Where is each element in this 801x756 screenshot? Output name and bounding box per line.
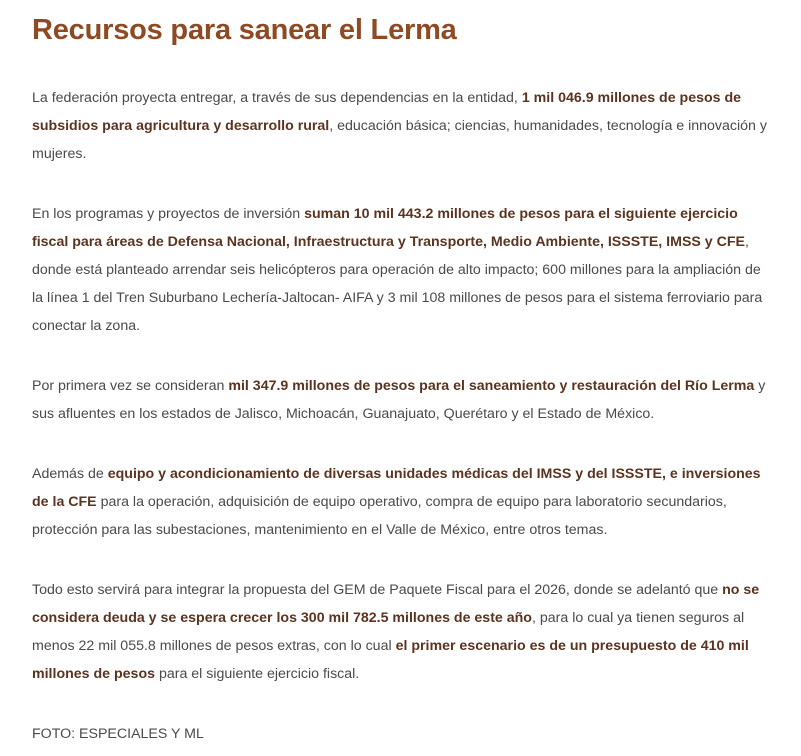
paragraph-text: En los programas y proyectos de inversión (32, 206, 305, 222)
highlight-text: no se considera deuda y se espera crecer los 300 mil 782.5 millones de este año (32, 582, 760, 626)
paragraph-text: La federación proyecta entregar, a través de sus dependencias en la entidad, (32, 90, 522, 106)
paragraph-text: , educación básica; ciencias, humanidades, tecnología e innovación y mujeres. (32, 118, 767, 162)
paragraph-text: Además de (32, 466, 108, 482)
paragraph-fiscal-package (32, 576, 772, 688)
paragraph-text: Por primera vez se consideran (32, 378, 229, 394)
highlight-text: suman 10 mil 443.2 millones de pesos para el siguiente ejercicio fiscal para áreas de Defensa Nacional, Infraestructura y Transporte, Medio Ambiente, ISSSTE, IMSS y CFE (32, 206, 746, 250)
paragraph-text: , para lo cual ya tienen seguros al menos 22 mil 055.8 millones de pesos extras, con lo cual (32, 610, 745, 654)
paragraph-lerma (32, 372, 772, 428)
photo-credit: FOTO: ESPECIALES Y ML (32, 726, 204, 742)
highlight-text: equipo y acondicionamiento de diversas unidades médicas del IMSS y del ISSSTE, e inversiones de la CFE (32, 466, 761, 510)
paragraph-medical (32, 460, 772, 544)
paragraph-text: para la operación, adquisición de equipo operativo, compra de equipo para laboratorio secundarios, protección para las subestaciones, mantenimiento en el Valle de México, entre otros temas. (32, 494, 727, 538)
highlight-text: 1 mil 046.9 millones de pesos de subsidios para agricultura y desarrollo rural (32, 90, 742, 134)
article-body (32, 0, 772, 748)
paragraph-text: Todo esto servirá para integrar la propuesta del GEM de Paquete Fiscal para el 2026, donde se adelantó que (32, 582, 723, 598)
paragraph-subsidies (32, 84, 772, 168)
highlight-text: mil 347.9 millones de pesos para el saneamiento y restauración del Río Lerma (228, 378, 755, 394)
paragraph-text: y sus afluentes en los estados de Jalisco, Michoacán, Guanajuato, Querétaro y el Estado de México. (32, 378, 766, 422)
highlight-text: el primer escenario es de un presupuesto de 410 mil millones de pesos (32, 638, 749, 682)
paragraph-investment (32, 200, 772, 340)
article-headline: Recursos para sanear el Lerma (32, 14, 457, 46)
paragraph-text: para el siguiente ejercicio fiscal. (155, 666, 360, 682)
paragraph-text: , donde está planteado arrendar seis helicópteros para operación de alto impacto; 600 millones para la ampliación de la línea 1 del Tren Suburbano Lechería-Jaltocan- AIFA y 3 mil 108 millones de pesos para el sistema ferroviario para conectar la zona. (32, 234, 763, 334)
